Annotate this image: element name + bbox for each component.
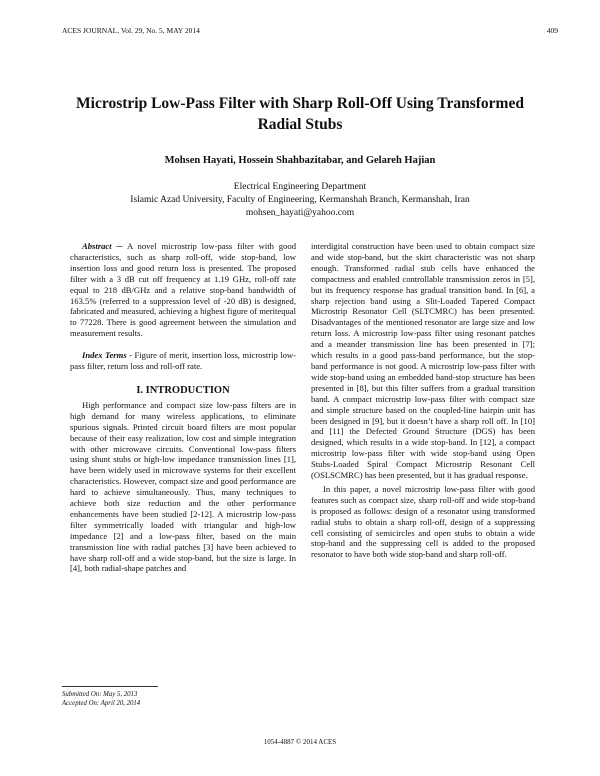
section-heading-introduction: I. INTRODUCTION	[136, 384, 230, 396]
title-line-2: Radial Stubs	[257, 116, 343, 133]
right-column	[311, 241, 535, 560]
left-column	[70, 241, 296, 574]
journal-header: ACES JOURNAL, Vol. 29, No. 5, MAY 2014	[62, 26, 200, 35]
index-terms	[70, 350, 296, 372]
intro-paragraph-1-part-1: High performance and compact size low-pass filters are in high demand for many wireless applications, to eliminate spurious signals. Printed circuit board filters are most popular because of their easy realization, low cost and simple integration with other microwave circuits. Conventional low-pass filters using shunt stubs or high-low impedance transmission lines [1], have been widely used in microwave systems for their excellent characteristics. However, compact size and good performance are hard to achieve simultaneously. Thus, many techniques to achieve both size reduction and the other performance enhancements have been studied [2-12]. A microstrip low-pass filter symmetrically loaded with triangular and high-low impedance [2] and a low-pass filter, based on the main transmission line with radial patches [3] have been achieved to have sharp roll-off and a wide stop-band, but the size is large. In [4], both radial-shape patches and	[70, 399, 296, 574]
abstract-text: ─ A novel microstrip low-pass filter with good characteristics, such as sharp roll-off, wide stop-band, low insertion loss and good return loss is presented. The proposed filter with a 3 dB cut off frequency at 1.19 GHz, roll-off rate equal to 218 dB/GHz and a relative stop-band bandwidth of 163.5% (referred to a suppression level of -20 dB) is designed, fabricated and measured, achieving a highest figure of meritequal to 77228. There is good agreement between the simulation and measurement results.	[70, 241, 296, 339]
paper-title	[40, 93, 560, 135]
intro-paragraph-1-part-2: interdigital construction have been used to obtain compact size and wide stop-band, but the skirt characteristic was not sharp enough. Transformed radial stub cells have enhanced the compactness and enabled controllable transmission zeros in [5], but its frequency response has gradual transition band. In [6], a sharp rejection band using a Slit-Loaded Tapered Compact Microstrip Resonator Cell (SLTCMRC) has been presented. Disadvantages of the mentioned resonator are large size and low return loss. A microstrip low-pass filter using resonant patches and a meander transmission line has been presented in [7]; which results in a good pass-band performance, but the stop-band performance is not good. A microstrip low-pass filter with wide stop-band using an embedded band-stop structure has been presented in [8], but this filter suffers from a gradual transition band. A compact microstrip low-pass filter with compact size and simple structure based on the coupled-line hairpin unit has been designed in [9], but it doesn’t have a sharp roll off. In [10] and [11] the Defected Ground Structure (DGS) has been designed, which results in a wide stop-band. In [12], a compact microstrip low-pass filter with wide stop-band using Open Stubs-Loaded Spiral Compact Microstrip Resonant Cell (OSLSCMRC) has been presented, but it has gradual response.	[311, 241, 535, 481]
author-list: Mohsen Hayati, Hossein Shahbazitabar, and Gelareh Hajian	[164, 155, 436, 166]
footnote	[62, 690, 140, 708]
intro-paragraph-2: In this paper, a novel microstrip low-pass filter with good features such as compact size, sharp roll-off and wide stop-band is proposed as follows: design of a resonator using transformed radial stubs to obtain a sharp roll-off, design of a suppressing cell consisting of semicircles and open stubs to obtain a wide stop-band and the suppressing cell is added to the proposed resonator to have both wide stop-band and sharp roll-off.	[311, 483, 535, 560]
index-terms-label: Index Terms	[82, 350, 127, 361]
author-email: mohsen_hayati@yahoo.com	[245, 208, 355, 218]
index-terms-text: - Figure of merit, insertion loss, microstrip low-pass filter, return loss and roll-off rate.	[70, 350, 296, 372]
submitted-date: Submitted On: May 5, 2013	[62, 691, 138, 698]
title-line-1: Microstrip Low-Pass Filter with Sharp Roll-Off Using Transformed	[76, 95, 524, 112]
abstract	[70, 241, 296, 339]
institution: Islamic Azad University, Faculty of Engineering, Kermanshah Branch, Kermanshah, Iran	[130, 195, 470, 205]
abstract-label: Abstract	[82, 241, 112, 251]
issn-copyright: 1054-4887 © 2014 ACES	[263, 738, 337, 746]
department: Electrical Engineering Department	[233, 182, 367, 192]
footnote-divider	[62, 686, 158, 687]
affiliation	[40, 181, 560, 220]
accepted-date: Accepted On: April 20, 2014	[62, 700, 141, 707]
page-number: 409	[546, 26, 558, 35]
